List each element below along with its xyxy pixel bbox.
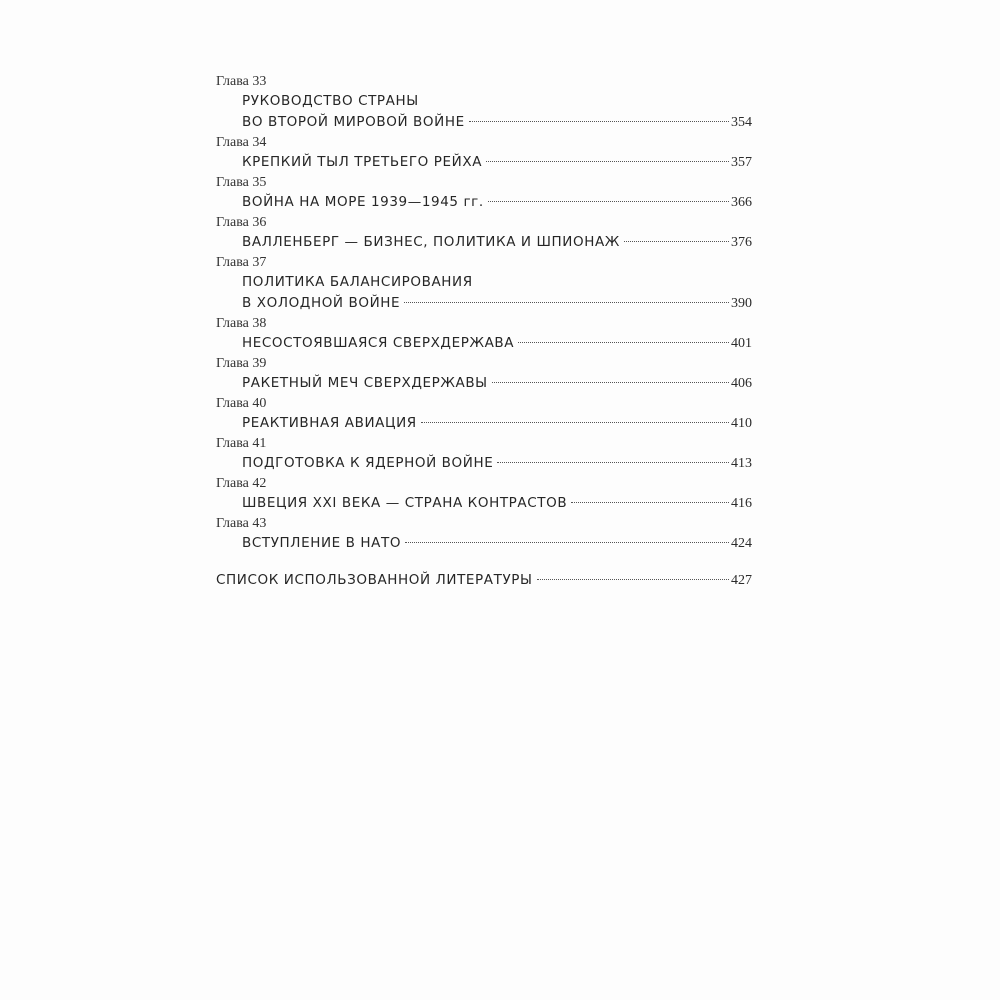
chapter-title-line: ПОЛИТИКА БАЛАНСИРОВАНИЯ (242, 274, 473, 290)
page-number: 390 (731, 296, 752, 311)
toc-row (216, 373, 752, 394)
page-number: 357 (731, 155, 752, 170)
page-number: 376 (731, 235, 752, 250)
toc-row (216, 112, 752, 133)
page-number: 424 (731, 536, 752, 551)
toc-row (216, 192, 752, 213)
dot-leader (469, 121, 729, 122)
toc-entry-chapter-36 (216, 213, 752, 253)
chapter-title-line: РУКОВОДСТВО СТРАНЫ (242, 93, 419, 109)
page-number: 416 (731, 496, 752, 511)
chapter-title: ПОДГОТОВКА К ЯДЕРНОЙ ВОЙНЕ (242, 455, 494, 471)
chapter-label: Глава 38 (216, 316, 267, 331)
toc-entry-chapter-41 (216, 434, 752, 474)
dot-leader (405, 542, 729, 543)
dot-leader (421, 422, 729, 423)
chapter-title: ВАЛЛЕНБЕРГ — БИЗНЕС, ПОЛИТИКА И ШПИОНАЖ (242, 234, 620, 250)
dot-leader (486, 161, 729, 162)
page-number: 413 (731, 456, 752, 471)
dot-leader (497, 462, 729, 463)
toc-entry-chapter-39 (216, 354, 752, 394)
toc-row (216, 333, 752, 354)
chapter-label: Глава 34 (216, 135, 267, 150)
page-number: 366 (731, 195, 752, 210)
toc-entry-chapter-40 (216, 394, 752, 434)
toc-row (216, 493, 752, 514)
toc-row (216, 152, 752, 173)
chapter-title: ВОЙНА НА МОРЕ 1939—1945 гг. (242, 194, 484, 210)
chapter-title: ВСТУПЛЕНИЕ В НАТО (242, 535, 402, 551)
chapter-title: ШВЕЦИЯ XXI ВЕКА — СТРАНА КОНТРАСТОВ (242, 495, 568, 511)
dot-leader (404, 302, 729, 303)
dot-leader (492, 382, 729, 383)
page-number: 427 (731, 573, 752, 588)
toc-row (216, 293, 752, 314)
chapter-title: ВО ВТОРОЙ МИРОВОЙ ВОЙНЕ (242, 114, 465, 130)
chapter-label: Глава 33 (216, 74, 267, 89)
toc-row (216, 533, 752, 554)
toc-entry-chapter-33 (216, 72, 752, 133)
toc-row (216, 413, 752, 434)
toc-row (216, 453, 752, 474)
chapter-label: Глава 36 (216, 215, 267, 230)
dot-leader (571, 502, 729, 503)
toc-entry-chapter-35 (216, 173, 752, 213)
chapter-label: Глава 43 (216, 516, 267, 531)
chapter-title: НЕСОСТОЯВШАЯСЯ СВЕРХДЕРЖАВА (242, 335, 515, 351)
toc-entry-chapter-37 (216, 253, 752, 314)
chapter-title: КРЕПКИЙ ТЫЛ ТРЕТЬЕГО РЕЙХА (242, 154, 483, 170)
dot-leader (518, 342, 729, 343)
chapter-title: РАКЕТНЫЙ МЕЧ СВЕРХДЕРЖАВЫ (242, 375, 488, 391)
page-number: 410 (731, 416, 752, 431)
table-of-contents (216, 72, 752, 591)
toc-entry-chapter-34 (216, 133, 752, 173)
chapter-label: Глава 42 (216, 476, 267, 491)
chapter-title: В ХОЛОДНОЙ ВОЙНЕ (242, 295, 401, 311)
toc-entry-bibliography (216, 570, 752, 591)
dot-leader (537, 579, 729, 580)
dot-leader (488, 201, 729, 202)
toc-entry-chapter-38 (216, 314, 752, 354)
chapter-label: Глава 39 (216, 356, 267, 371)
bibliography-title: СПИСОК ИСПОЛЬЗОВАННОЙ ЛИТЕРАТУРЫ (216, 572, 533, 588)
toc-row (216, 232, 752, 253)
toc-entry-chapter-43 (216, 514, 752, 554)
chapter-label: Глава 35 (216, 175, 267, 190)
page-number: 406 (731, 376, 752, 391)
dot-leader (624, 241, 729, 242)
toc-entry-chapter-42 (216, 474, 752, 514)
chapter-label: Глава 40 (216, 396, 267, 411)
page-number: 354 (731, 115, 752, 130)
chapter-label: Глава 41 (216, 436, 267, 451)
page-number: 401 (731, 336, 752, 351)
chapter-label: Глава 37 (216, 255, 267, 270)
chapter-title: РЕАКТИВНАЯ АВИАЦИЯ (242, 415, 417, 431)
